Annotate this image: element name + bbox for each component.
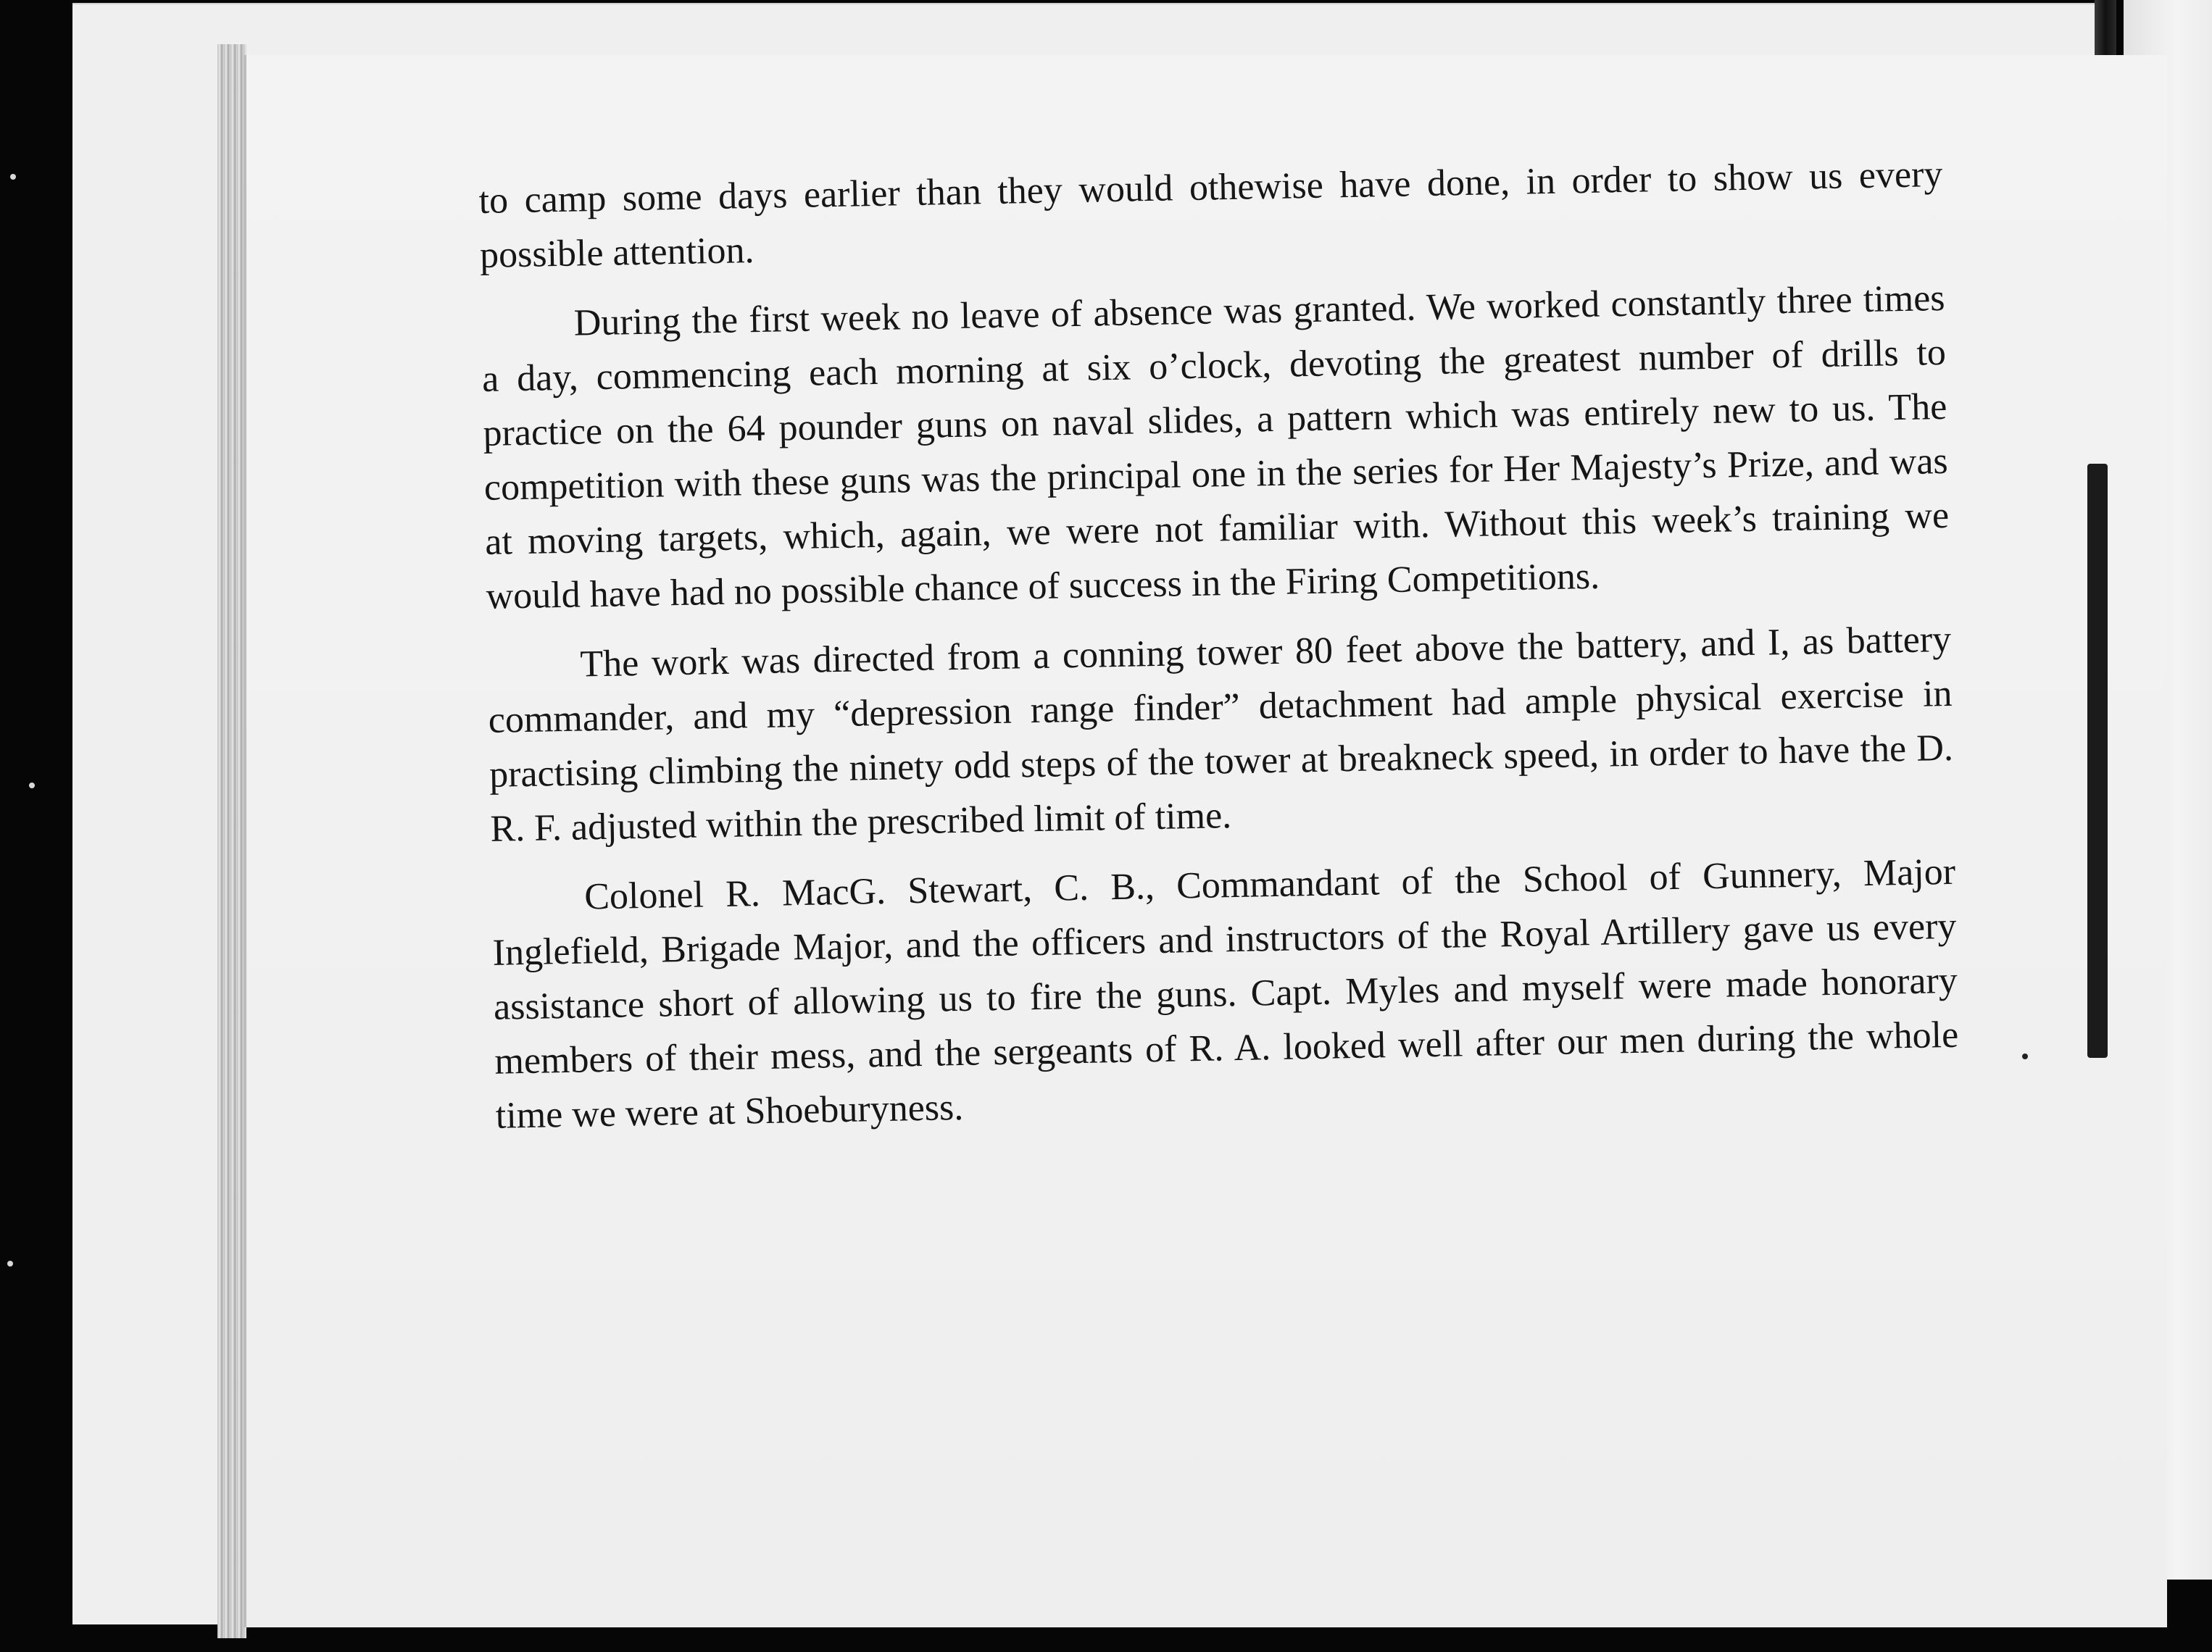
paragraph-1: to camp some days earlier than they would othewise have done, in order to show us every possible attention.: [478, 153, 1943, 276]
scan-speck: [10, 174, 16, 180]
paragraph-3: The work was directed from a conning tower 80 feet above the battery, and I, as battery commander, and my “depression range finder” detachment had ample physical exercise in practising climbing the ninety odd steps of the tower at breakneck speed, in order to have the D. R. F. adjusted within the prescribed limit of time.: [488, 618, 1954, 850]
scan-speck: [7, 1261, 13, 1267]
scan-speck: [29, 783, 35, 788]
paragraph-4: Colonel R. MacG. Stewart, C. B., Commandant of the School of Gunnery, Major Inglefield, Brigade Major, and the officers and instructors of the Royal Artillery gave us every assistance short of allowing us to fire the guns. Capt. Myles and myself were made honorary members of their mess, and the sergeants of R. A. looked well after our men during the whole time we were at Shoeburyness.: [492, 851, 1959, 1137]
paragraph-2: During the first week no leave of absence was granted. We worked constantly three times a day, commencing each morning at six o’clock, devoting the greatest number of drills to practice on the 64 pounder guns on naval slides, a pattern which was entirely new to us. The competition with these guns was the principal one in the series for Her Majesty’s Prize, and was at moving targets, which, again, we were not familiar with. Without this week’s training we would have had no possible chance of success in the Firing Competitions.: [481, 277, 1950, 617]
page-stack-edge: [217, 44, 246, 1638]
page-body-text: [478, 147, 1961, 1159]
scan-speck: [2022, 1054, 2028, 1059]
binding-clip: [2087, 464, 2108, 1058]
